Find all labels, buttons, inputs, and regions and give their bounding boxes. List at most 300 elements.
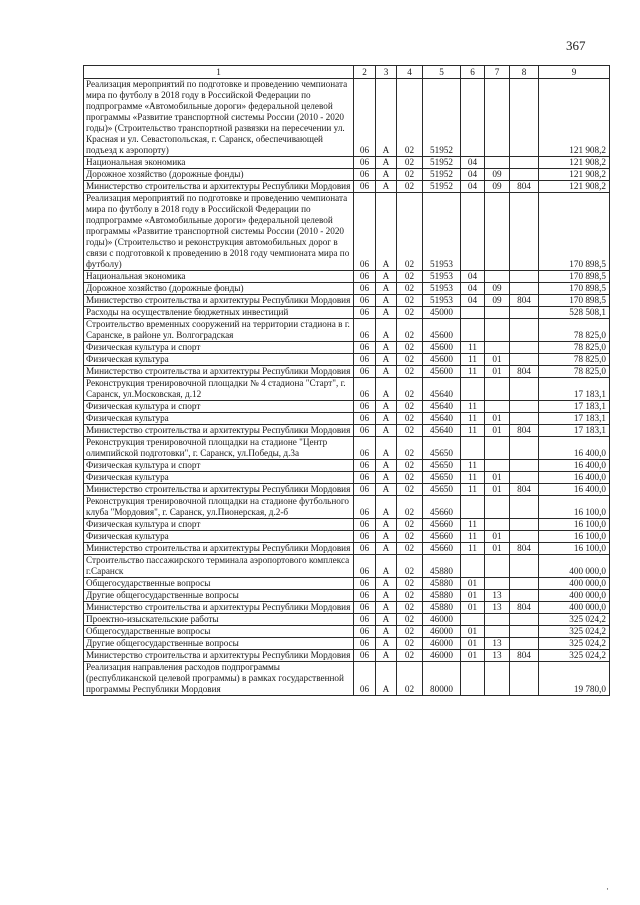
code-7: 13 [485,650,510,662]
table-row [84,354,610,366]
row-name: Министерство строительства и архитектуры Республики Мордовия [84,602,354,614]
row-name: Физическая культура и спорт [84,342,354,354]
table-row [84,638,610,650]
row-name: Физическая культура [84,472,354,484]
budget-table [83,65,610,696]
code-7 [485,519,510,531]
code-5: 45660 [423,531,461,543]
code-8: 804 [510,295,539,307]
code-7: 01 [485,366,510,378]
table-row [84,271,610,283]
table-row [84,413,610,425]
code-4: 02 [397,519,423,531]
code-5: 45650 [423,460,461,472]
code-2: 06 [354,307,376,319]
code-7: 01 [485,531,510,543]
code-6: 11 [461,519,485,531]
code-5: 45640 [423,378,461,401]
code-8 [510,342,539,354]
table-row [84,626,610,638]
code-6 [461,319,485,342]
code-8 [510,401,539,413]
code-5: 51953 [423,283,461,295]
code-2: 06 [354,543,376,555]
code-4: 02 [397,342,423,354]
amount: 78 825,0 [539,354,610,366]
code-6 [461,79,485,157]
row-name: Реализация направления расходов подпрограммы (республиканской целевой программы) в рамках государственной программы Республики Мордовия [84,662,354,696]
code-7: 09 [485,169,510,181]
code-7 [485,496,510,519]
code-4: 02 [397,425,423,437]
table-row [84,496,610,519]
code-7 [485,401,510,413]
amount: 400 000,0 [539,578,610,590]
table-row [84,460,610,472]
code-5: 51953 [423,193,461,271]
amount: 17 183,1 [539,378,610,401]
code-3: А [376,437,397,460]
table-row [84,366,610,378]
code-2: 06 [354,460,376,472]
code-6: 04 [461,181,485,193]
code-4: 02 [397,157,423,169]
code-2: 06 [354,79,376,157]
code-8 [510,319,539,342]
code-7 [485,626,510,638]
amount: 170 898,5 [539,271,610,283]
code-2: 06 [354,555,376,578]
code-5: 51952 [423,169,461,181]
table-row [84,543,610,555]
table-row [84,590,610,602]
row-name: Реконструкция тренировочной площадки на стадионе футбольного клуба "Мордовия", г. Саранск, ул.Пионерская, д.2-б [84,496,354,519]
code-2: 06 [354,638,376,650]
code-6: 01 [461,602,485,614]
code-3: А [376,342,397,354]
code-6: 11 [461,354,485,366]
code-6 [461,496,485,519]
code-7 [485,79,510,157]
code-4: 02 [397,181,423,193]
code-2: 06 [354,531,376,543]
table-row [84,378,610,401]
row-name: Министерство строительства и архитектуры Республики Мордовия [84,181,354,193]
code-7: 09 [485,181,510,193]
code-3: А [376,472,397,484]
code-4: 02 [397,378,423,401]
column-header: 6 [461,66,485,79]
code-6: 11 [461,484,485,496]
code-6 [461,555,485,578]
table-row [84,342,610,354]
code-7 [485,342,510,354]
code-2: 06 [354,157,376,169]
code-4: 02 [397,271,423,283]
code-8 [510,460,539,472]
code-2: 06 [354,283,376,295]
code-6 [461,378,485,401]
amount: 528 508,1 [539,307,610,319]
code-2: 06 [354,378,376,401]
code-2: 06 [354,319,376,342]
code-5: 45650 [423,472,461,484]
code-4: 02 [397,578,423,590]
row-name: Министерство строительства и архитектуры Республики Мордовия [84,543,354,555]
column-header: 8 [510,66,539,79]
table-row [84,295,610,307]
amount: 78 825,0 [539,342,610,354]
row-name: Министерство строительства и архитектуры Республики Мордовия [84,366,354,378]
row-name: Реконструкция тренировочной площадки № 4 стадиона "Старт", г. Саранск, ул.Московская, д.12 [84,378,354,401]
code-7 [485,555,510,578]
code-3: А [376,590,397,602]
code-8 [510,307,539,319]
code-5: 45650 [423,437,461,460]
code-5: 45000 [423,307,461,319]
code-5: 45660 [423,519,461,531]
table-row [84,307,610,319]
code-4: 02 [397,366,423,378]
code-8 [510,590,539,602]
amount: 19 780,0 [539,662,610,696]
amount: 121 908,2 [539,157,610,169]
code-6: 11 [461,460,485,472]
code-8 [510,378,539,401]
code-4: 02 [397,401,423,413]
code-8 [510,496,539,519]
table-row [84,437,610,460]
code-2: 06 [354,169,376,181]
code-3: А [376,662,397,696]
code-4: 02 [397,662,423,696]
code-2: 06 [354,193,376,271]
code-8 [510,354,539,366]
code-8 [510,169,539,181]
code-4: 02 [397,484,423,496]
code-3: А [376,496,397,519]
table-row [84,169,610,181]
row-name: Реализация мероприятий по подготовке и проведению чемпионата мира по футболу в 2018 году в Российской Федерации по подпрограмме «Автомобильные дороги» федеральной целевой программы «Развитие транспортной системы России (2010 - 2020 годы)» (Строительство транспортной развязки на пересечении ул. Красная и ул. Севастопольская, г. Саранск, обеспечивающей подъезд к аэропорту) [84,79,354,157]
amount: 325 024,2 [539,638,610,650]
row-name: Физическая культура и спорт [84,519,354,531]
code-6: 11 [461,472,485,484]
code-4: 02 [397,437,423,460]
code-4: 02 [397,555,423,578]
code-7: 01 [485,425,510,437]
code-4: 02 [397,496,423,519]
column-header: 4 [397,66,423,79]
code-3: А [376,169,397,181]
table-row [84,79,610,157]
row-name: Министерство строительства и архитектуры Республики Мордовия [84,650,354,662]
code-8: 804 [510,484,539,496]
code-4: 02 [397,460,423,472]
row-name: Министерство строительства и архитектуры Республики Мордовия [84,425,354,437]
code-2: 06 [354,295,376,307]
code-8 [510,519,539,531]
code-4: 02 [397,79,423,157]
code-3: А [376,79,397,157]
table-row [84,531,610,543]
code-6 [461,662,485,696]
code-5: 45880 [423,590,461,602]
code-8 [510,555,539,578]
code-3: А [376,519,397,531]
code-2: 06 [354,437,376,460]
row-name: Общегосударственные вопросы [84,578,354,590]
code-3: А [376,425,397,437]
table-row [84,472,610,484]
table-row [84,614,610,626]
code-3: А [376,602,397,614]
code-6: 01 [461,650,485,662]
code-2: 06 [354,472,376,484]
code-6: 11 [461,401,485,413]
column-header: 5 [423,66,461,79]
code-2: 06 [354,413,376,425]
amount: 400 000,0 [539,590,610,602]
code-4: 02 [397,354,423,366]
code-6: 11 [461,366,485,378]
code-3: А [376,650,397,662]
code-3: А [376,626,397,638]
code-7: 13 [485,590,510,602]
code-6 [461,614,485,626]
table-row [84,650,610,662]
code-3: А [376,307,397,319]
page-number: 367 [566,38,586,53]
code-7: 01 [485,543,510,555]
code-5: 45640 [423,413,461,425]
code-6: 11 [461,342,485,354]
code-3: А [376,460,397,472]
amount: 400 000,0 [539,602,610,614]
table-row [84,425,610,437]
code-5: 51952 [423,181,461,193]
code-4: 02 [397,543,423,555]
code-4: 02 [397,626,423,638]
code-2: 06 [354,662,376,696]
amount: 121 908,2 [539,79,610,157]
code-2: 06 [354,602,376,614]
code-7 [485,193,510,271]
code-3: А [376,193,397,271]
code-4: 02 [397,590,423,602]
row-name: Строительство временных сооружений на территории стадиона в г. Саранске, в районе ул. Волгоградская [84,319,354,342]
code-6: 11 [461,413,485,425]
code-3: А [376,283,397,295]
code-3: А [376,578,397,590]
code-5: 46000 [423,626,461,638]
code-7: 09 [485,295,510,307]
code-7: 09 [485,283,510,295]
code-8: 804 [510,602,539,614]
table-body [84,66,610,696]
code-2: 06 [354,484,376,496]
code-4: 02 [397,614,423,626]
code-6 [461,437,485,460]
code-2: 06 [354,590,376,602]
table-row [84,555,610,578]
code-4: 02 [397,531,423,543]
row-name: Дорожное хозяйство (дорожные фонды) [84,169,354,181]
code-3: А [376,295,397,307]
code-2: 06 [354,496,376,519]
code-6 [461,193,485,271]
code-7 [485,614,510,626]
table-row [84,401,610,413]
column-header: 7 [485,66,510,79]
row-name: Национальная экономика [84,271,354,283]
code-5: 51952 [423,79,461,157]
row-name: Реализация мероприятий по подготовке и проведению чемпионата мира по футболу в 2018 году в Российской Федерации по подпрограмме «Автомобильные дороги» федеральной целевой программы «Развитие транспортной системы России (2010 - 2020 годы)» (Строительство и реконструкция автомобильных дорог в связи с подготовкой к проведению в 2018 году чемпионата мира по футболу) [84,193,354,271]
code-7 [485,378,510,401]
amount: 78 825,0 [539,366,610,378]
code-4: 02 [397,295,423,307]
code-7 [485,437,510,460]
amount: 325 024,2 [539,626,610,638]
code-8: 804 [510,543,539,555]
code-3: А [376,366,397,378]
row-name: Национальная экономика [84,157,354,169]
row-name: Физическая культура [84,531,354,543]
table-row [84,602,610,614]
code-2: 06 [354,578,376,590]
code-5: 45600 [423,354,461,366]
code-6: 11 [461,425,485,437]
amount: 400 000,0 [539,555,610,578]
table-row [84,283,610,295]
code-5: 45600 [423,366,461,378]
code-7 [485,578,510,590]
amount: 16 100,0 [539,496,610,519]
code-6: 11 [461,531,485,543]
code-5: 45640 [423,401,461,413]
code-5: 51953 [423,271,461,283]
code-8: 804 [510,181,539,193]
code-2: 06 [354,366,376,378]
table-row [84,484,610,496]
amount: 121 908,2 [539,169,610,181]
code-7 [485,271,510,283]
code-5: 45660 [423,543,461,555]
code-3: А [376,531,397,543]
code-3: А [376,319,397,342]
code-7: 01 [485,484,510,496]
row-name: Реконструкция тренировочной площадки на стадионе "Центр олимпийской подготовки", г. Саранск, ул.Победы, д.3а [84,437,354,460]
code-2: 06 [354,519,376,531]
code-6: 04 [461,169,485,181]
code-5: 45880 [423,578,461,590]
code-6: 11 [461,543,485,555]
code-7: 13 [485,638,510,650]
code-8 [510,79,539,157]
code-6: 01 [461,578,485,590]
table-header-row [84,66,610,79]
code-3: А [376,401,397,413]
code-4: 02 [397,307,423,319]
row-name: Общегосударственные вопросы [84,626,354,638]
code-8 [510,283,539,295]
amount: 16 100,0 [539,519,610,531]
code-3: А [376,638,397,650]
code-6: 04 [461,295,485,307]
row-name: Министерство строительства и архитектуры Республики Мордовия [84,484,354,496]
table-row [84,157,610,169]
page-mark: · [606,884,609,894]
amount: 170 898,5 [539,295,610,307]
code-8: 804 [510,366,539,378]
code-7 [485,662,510,696]
code-7 [485,157,510,169]
amount: 16 400,0 [539,484,610,496]
code-7: 01 [485,354,510,366]
code-8 [510,626,539,638]
row-name: Строительство пассажирского терминала аэропортового комплекса г.Саранск [84,555,354,578]
code-2: 06 [354,650,376,662]
amount: 16 100,0 [539,531,610,543]
code-4: 02 [397,319,423,342]
amount: 17 183,1 [539,413,610,425]
code-2: 06 [354,614,376,626]
code-2: 06 [354,626,376,638]
code-7 [485,319,510,342]
code-4: 02 [397,472,423,484]
code-3: А [376,614,397,626]
code-8 [510,437,539,460]
amount: 325 024,2 [539,614,610,626]
amount: 16 100,0 [539,543,610,555]
code-2: 06 [354,271,376,283]
row-name: Другие общегосударственные вопросы [84,590,354,602]
code-3: А [376,354,397,366]
code-8: 804 [510,650,539,662]
code-3: А [376,543,397,555]
code-3: А [376,413,397,425]
row-name: Физическая культура [84,354,354,366]
table-row [84,519,610,531]
amount: 170 898,5 [539,283,610,295]
row-name: Физическая культура [84,413,354,425]
code-5: 46000 [423,614,461,626]
amount: 17 183,1 [539,401,610,413]
amount: 121 908,2 [539,181,610,193]
code-7: 01 [485,472,510,484]
code-3: А [376,378,397,401]
code-8 [510,662,539,696]
row-name: Расходы на осуществление бюджетных инвестиций [84,307,354,319]
row-name: Министерство строительства и архитектуры Республики Мордовия [84,295,354,307]
code-7 [485,307,510,319]
table-row [84,193,610,271]
code-4: 02 [397,169,423,181]
code-8 [510,472,539,484]
code-8 [510,638,539,650]
amount: 16 400,0 [539,437,610,460]
code-3: А [376,157,397,169]
code-6: 04 [461,283,485,295]
code-6 [461,307,485,319]
row-name: Другие общегосударственные вопросы [84,638,354,650]
code-4: 02 [397,283,423,295]
table-row [84,319,610,342]
row-name: Физическая культура и спорт [84,401,354,413]
code-5: 45660 [423,496,461,519]
code-8 [510,271,539,283]
code-8 [510,413,539,425]
code-7 [485,460,510,472]
